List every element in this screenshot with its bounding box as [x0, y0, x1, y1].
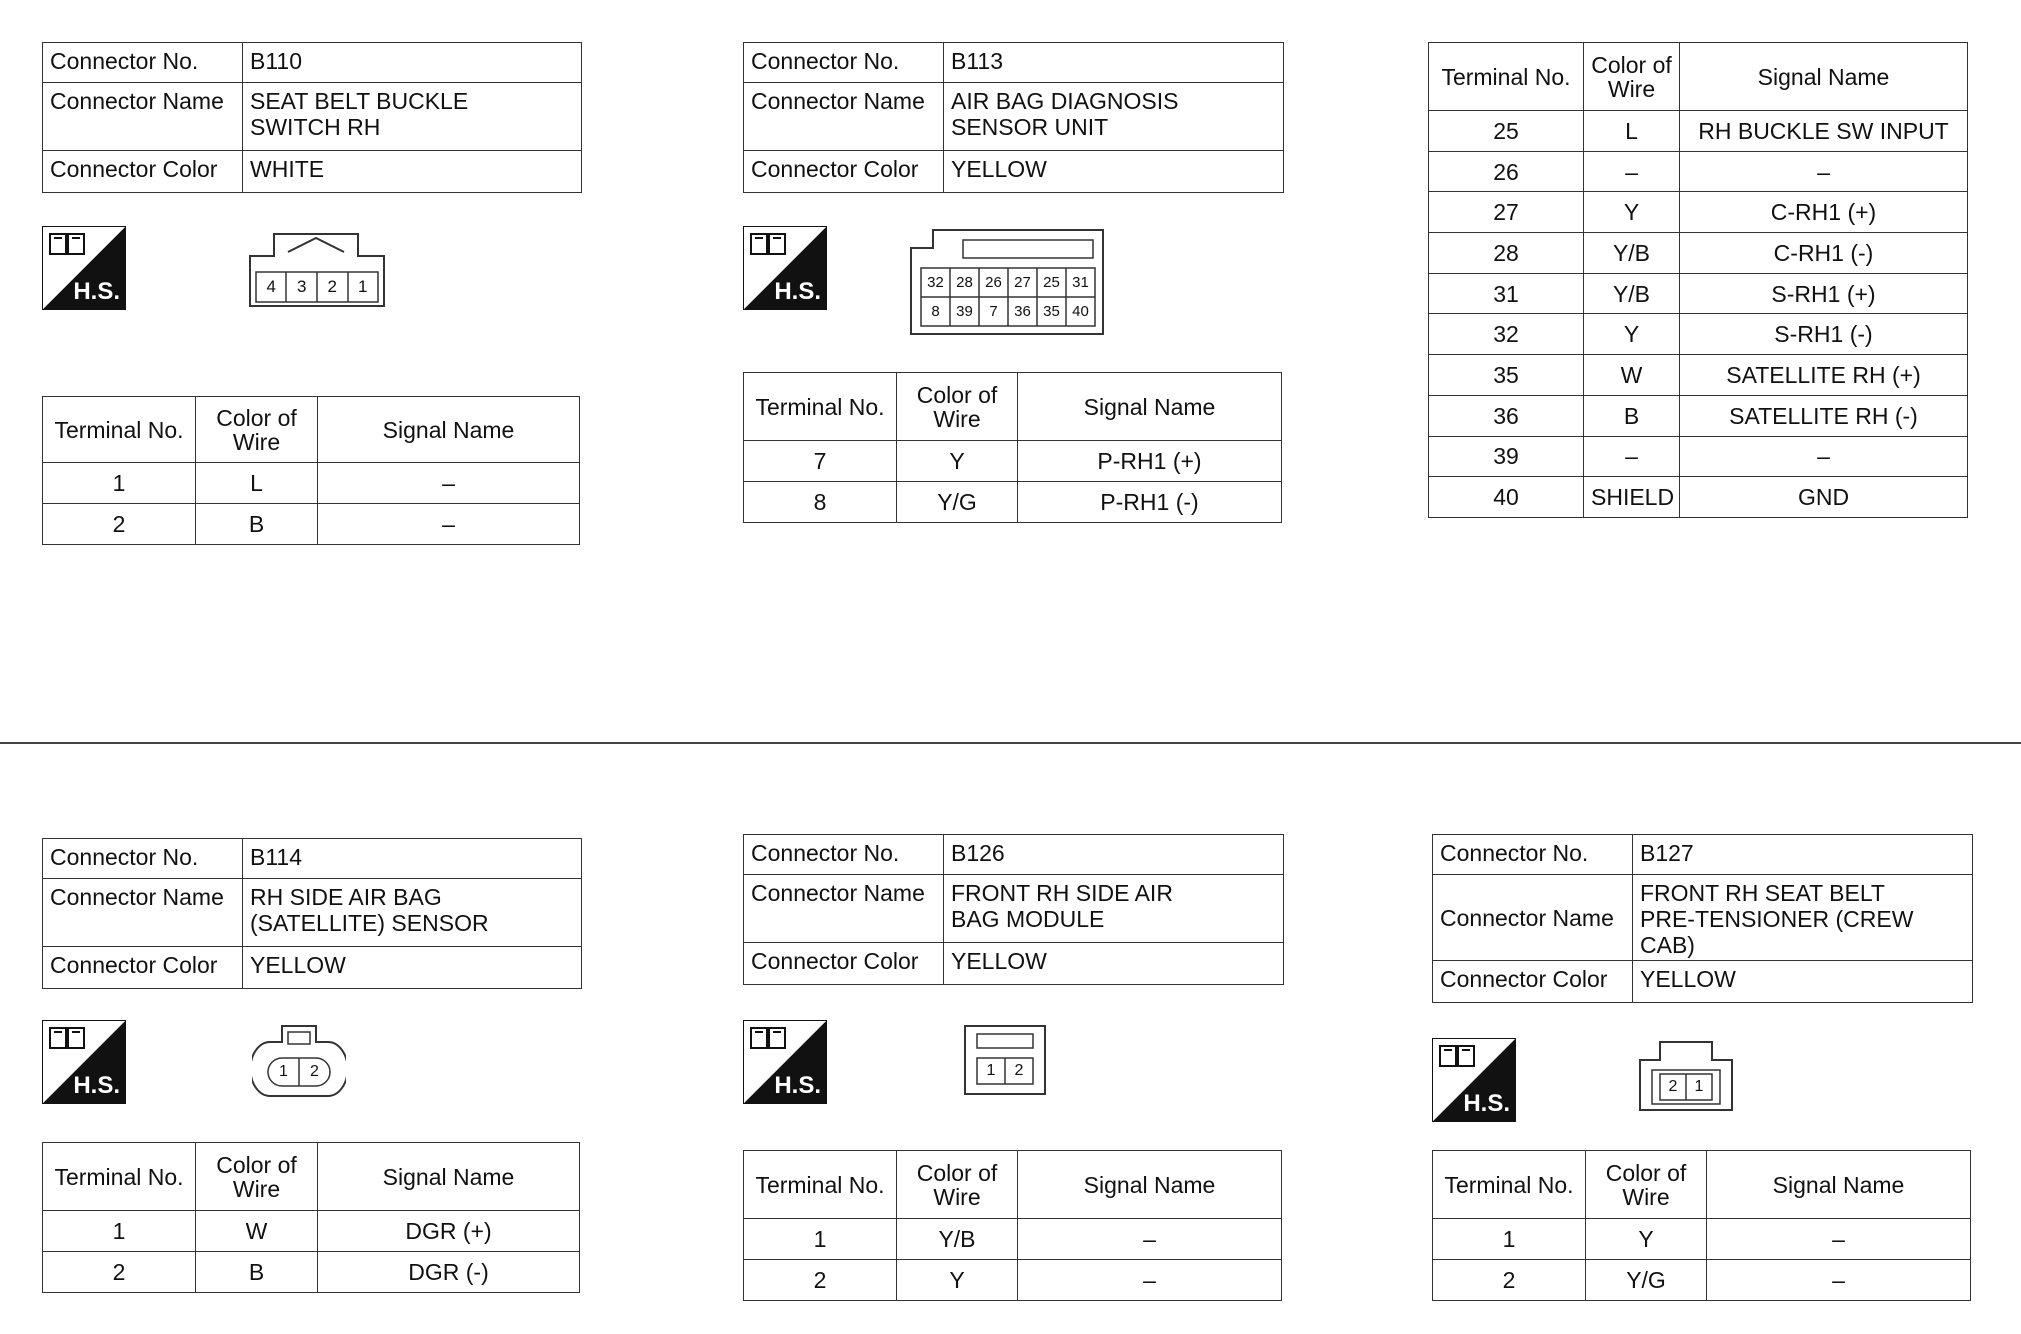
- terminal-no: 36: [1429, 395, 1584, 436]
- table-row: [1429, 436, 1968, 477]
- hs-badge-label: H.S.: [73, 278, 120, 305]
- pin-label: 1: [358, 277, 368, 296]
- connector-color-value: YELLOW: [944, 151, 1284, 193]
- connector-no-value: B126: [944, 835, 1284, 875]
- b113-terminal-table: [743, 372, 1282, 522]
- connector-color-value: YELLOW: [944, 943, 1284, 985]
- table-row: [744, 441, 1282, 482]
- hs-badge-label: H.S.: [1463, 1090, 1510, 1117]
- signal-name: –: [1680, 436, 1968, 477]
- table-row: [43, 463, 580, 504]
- wire-color: Y/G: [897, 482, 1018, 523]
- signal-name-header: Signal Name: [1707, 1151, 1971, 1219]
- b110-connector-face-icon: [248, 232, 386, 308]
- terminal-no-header: Terminal No.: [1433, 1151, 1586, 1219]
- wire-color: Y/B: [1584, 233, 1680, 274]
- connector-color-value: WHITE: [243, 151, 582, 193]
- signal-name: SATELLITE RH (+): [1680, 355, 1968, 396]
- connector-name-value: FRONT RH SEAT BELT PRE-TENSIONER (CREW CAB): [1633, 875, 1973, 961]
- wire-color: SHIELD: [1584, 477, 1680, 518]
- signal-name-header: Signal Name: [1680, 43, 1968, 111]
- terminal-no: 35: [1429, 355, 1584, 396]
- wire-color: L: [1584, 111, 1680, 152]
- table-row: [1429, 111, 1968, 152]
- wire-color: B: [196, 1252, 318, 1293]
- table-row: [1429, 192, 1968, 233]
- connector-no-label: Connector No.: [43, 839, 243, 879]
- connector-name-label: Connector Name: [744, 83, 944, 151]
- wire-color: W: [1584, 355, 1680, 396]
- section-divider: [0, 742, 2021, 744]
- hs-badge-icon: [1432, 1038, 1516, 1122]
- signal-name: –: [1680, 151, 1968, 192]
- signal-name: P-RH1 (+): [1018, 441, 1282, 482]
- terminal-no-header: Terminal No.: [744, 1151, 897, 1219]
- wire-color: Y/G: [1586, 1260, 1707, 1301]
- connector-no-label: Connector No.: [744, 43, 944, 83]
- terminal-no: 1: [1433, 1219, 1586, 1260]
- signal-name: C-RH1 (-): [1680, 233, 1968, 274]
- wire-color: –: [1584, 151, 1680, 192]
- connector-color-value: YELLOW: [243, 947, 582, 989]
- pin-label: 2: [1668, 1078, 1678, 1095]
- signal-name: P-RH1 (-): [1018, 482, 1282, 523]
- pin-label: 25: [1043, 274, 1060, 291]
- terminal-no: 1: [43, 1211, 196, 1252]
- signal-name: –: [318, 463, 580, 504]
- pin-label: 27: [1014, 274, 1031, 291]
- hs-badge-icon: [42, 226, 126, 310]
- terminal-no: 1: [744, 1219, 897, 1260]
- color-of-wire-header: Color of Wire: [897, 1151, 1018, 1219]
- signal-name: –: [1707, 1260, 1971, 1301]
- connector-color-label: Connector Color: [744, 151, 944, 193]
- terminal-no: 39: [1429, 436, 1584, 477]
- hs-badge-label: H.S.: [774, 278, 821, 305]
- terminal-no: 7: [744, 441, 897, 482]
- table-row: [744, 1260, 1282, 1301]
- table-row: [1429, 355, 1968, 396]
- wire-color: Y/B: [1584, 273, 1680, 314]
- terminal-no: 26: [1429, 151, 1584, 192]
- terminal-no: 40: [1429, 477, 1584, 518]
- hs-badge-label: H.S.: [774, 1072, 821, 1099]
- pin-label: 7: [989, 303, 998, 320]
- connector-name-value: AIR BAG DIAGNOSIS SENSOR UNIT: [944, 83, 1284, 151]
- pin-label: 39: [956, 303, 973, 320]
- table-row: [43, 1252, 580, 1293]
- color-of-wire-header: Color of Wire: [196, 397, 318, 463]
- terminal-no: 2: [43, 504, 196, 545]
- wire-color: Y: [1584, 192, 1680, 233]
- table-row: [43, 504, 580, 545]
- connector-no-value: B114: [243, 839, 582, 879]
- connector-name-value: FRONT RH SIDE AIR BAG MODULE: [944, 875, 1284, 943]
- hs-badge-icon: [42, 1020, 126, 1104]
- pin-label: 26: [985, 274, 1002, 291]
- connector-color-label: Connector Color: [1433, 961, 1633, 1003]
- terminal-no: 31: [1429, 273, 1584, 314]
- signal-name: –: [1707, 1219, 1971, 1260]
- wire-color: Y: [1584, 314, 1680, 355]
- terminal-no-header: Terminal No.: [744, 373, 897, 441]
- connector-no-value: B127: [1633, 835, 1973, 875]
- signal-name: –: [1018, 1260, 1282, 1301]
- signal-name: DGR (-): [318, 1252, 580, 1293]
- table-row: [1429, 273, 1968, 314]
- pin-label: 1: [1694, 1078, 1704, 1095]
- wire-color: W: [196, 1211, 318, 1252]
- pin-label: 4: [266, 277, 276, 296]
- b113-info-table: [743, 42, 1284, 192]
- wire-color: B: [196, 504, 318, 545]
- connector-name-value: RH SIDE AIR BAG (SATELLITE) SENSOR: [243, 879, 582, 947]
- connector-no-value: B113: [944, 43, 1284, 83]
- b127-terminal-table: [1432, 1150, 1971, 1300]
- signal-name: SATELLITE RH (-): [1680, 395, 1968, 436]
- b114-terminal-table: [42, 1142, 580, 1292]
- connector-no-label: Connector No.: [1433, 835, 1633, 875]
- terminal-no: 1: [43, 463, 196, 504]
- pin-label: 36: [1014, 303, 1031, 320]
- table-row: [1429, 314, 1968, 355]
- terminal-no: 28: [1429, 233, 1584, 274]
- b110-info-table: [42, 42, 582, 192]
- connector-color-label: Connector Color: [744, 943, 944, 985]
- pin-label: 35: [1043, 303, 1060, 320]
- color-of-wire-header: Color of Wire: [1586, 1151, 1707, 1219]
- table-row: [1429, 151, 1968, 192]
- color-of-wire-header: Color of Wire: [196, 1143, 318, 1211]
- connector-name-label: Connector Name: [1433, 875, 1633, 961]
- table-row: [43, 1211, 580, 1252]
- signal-name-header: Signal Name: [1018, 1151, 1282, 1219]
- terminal-no: 8: [744, 482, 897, 523]
- signal-name: S-RH1 (+): [1680, 273, 1968, 314]
- wire-color: Y: [1586, 1219, 1707, 1260]
- table-row: [744, 1219, 1282, 1260]
- pin-label: 2: [1014, 1062, 1024, 1079]
- pin-label: 2: [327, 277, 337, 296]
- b127-info-table: [1432, 834, 1973, 1002]
- terminal-no: 25: [1429, 111, 1584, 152]
- b126-info-table: [743, 834, 1284, 984]
- hs-badge-label: H.S.: [73, 1072, 120, 1099]
- pin-label: 2: [310, 1063, 319, 1080]
- pin-label: 32: [927, 274, 944, 291]
- pin-label: 8: [931, 303, 940, 320]
- color-of-wire-header: Color of Wire: [897, 373, 1018, 441]
- signal-name: DGR (+): [318, 1211, 580, 1252]
- wire-color: B: [1584, 395, 1680, 436]
- pin-label: 28: [956, 274, 973, 291]
- pin-label: 31: [1072, 274, 1089, 291]
- b126-terminal-table: [743, 1150, 1282, 1300]
- b127-connector-face-icon: [1638, 1040, 1734, 1112]
- signal-name: C-RH1 (+): [1680, 192, 1968, 233]
- hs-badge-icon: [743, 1020, 827, 1104]
- table-row: [1429, 233, 1968, 274]
- wire-color: –: [1584, 436, 1680, 477]
- signal-name-header: Signal Name: [318, 397, 580, 463]
- terminal-no: 2: [43, 1252, 196, 1293]
- wire-color: Y: [897, 1260, 1018, 1301]
- b114-info-table: [42, 838, 582, 988]
- signal-name-header: Signal Name: [318, 1143, 580, 1211]
- table-row: [1433, 1219, 1971, 1260]
- wire-color: L: [196, 463, 318, 504]
- terminal-no-header: Terminal No.: [43, 397, 196, 463]
- table-row: [1433, 1260, 1971, 1301]
- terminal-no-header: Terminal No.: [1429, 43, 1584, 111]
- pin-label: 1: [279, 1063, 288, 1080]
- wire-color: Y/B: [897, 1219, 1018, 1260]
- terminal-no: 32: [1429, 314, 1584, 355]
- terminal-no: 2: [744, 1260, 897, 1301]
- connector-no-label: Connector No.: [744, 835, 944, 875]
- connector-color-label: Connector Color: [43, 151, 243, 193]
- wire-color: Y: [897, 441, 1018, 482]
- connector-no-label: Connector No.: [43, 43, 243, 83]
- terminal-no: 2: [1433, 1260, 1586, 1301]
- connector-color-value: YELLOW: [1633, 961, 1973, 1003]
- b114-connector-face-icon: [252, 1024, 346, 1098]
- connector-name-label: Connector Name: [43, 879, 243, 947]
- table-row: [1429, 477, 1968, 518]
- b126-connector-face-icon: [963, 1024, 1047, 1096]
- b110-terminal-table: [42, 396, 580, 544]
- table-row: [1429, 395, 1968, 436]
- terminal-no: 27: [1429, 192, 1584, 233]
- pin-label: 1: [986, 1062, 996, 1079]
- pin-label: 3: [297, 277, 307, 296]
- signal-name-header: Signal Name: [1018, 373, 1282, 441]
- connector-name-value: SEAT BELT BUCKLE SWITCH RH: [243, 83, 582, 151]
- signal-name: RH BUCKLE SW INPUT: [1680, 111, 1968, 152]
- b113-connector-face-icon: [909, 228, 1104, 336]
- connector-color-label: Connector Color: [43, 947, 243, 989]
- signal-name: –: [1018, 1219, 1282, 1260]
- signal-name: S-RH1 (-): [1680, 314, 1968, 355]
- signal-name: –: [318, 504, 580, 545]
- connector-name-label: Connector Name: [744, 875, 944, 943]
- signal-name: GND: [1680, 477, 1968, 518]
- terminal-no-header: Terminal No.: [43, 1143, 196, 1211]
- table-row: [744, 482, 1282, 523]
- pin-label: 40: [1072, 303, 1089, 320]
- hs-badge-icon: [743, 226, 827, 310]
- connector-name-label: Connector Name: [43, 83, 243, 151]
- connector-no-value: B110: [243, 43, 582, 83]
- b113-terminal-table-continued: [1428, 42, 1968, 518]
- color-of-wire-header: Color of Wire: [1584, 43, 1680, 111]
